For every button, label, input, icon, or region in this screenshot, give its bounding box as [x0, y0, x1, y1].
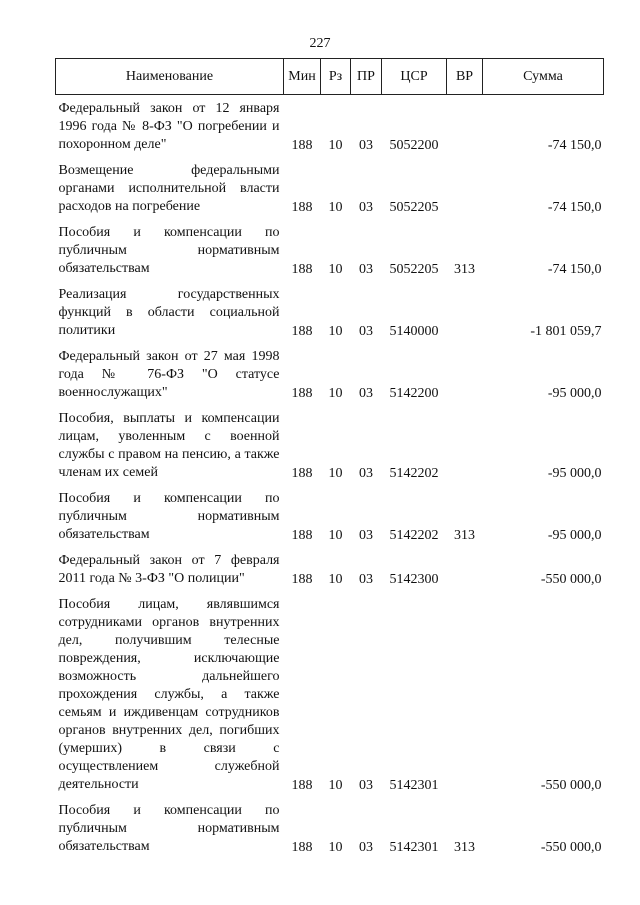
row-rz: 10 — [328, 386, 343, 401]
row-pr: 03 — [359, 138, 373, 153]
row-sum: -95 000,0 — [547, 386, 602, 401]
row-sum: -550 000,0 — [540, 572, 602, 587]
row-pr: 03 — [359, 528, 373, 543]
row-csr: 5142300 — [389, 572, 439, 587]
row-vr — [447, 405, 483, 485]
table-row — [56, 591, 604, 797]
row-name: Федеральный закон от 7 февраля 2011 года № 3-ФЗ "О полиции" — [58, 553, 280, 586]
row-csr: 5052205 — [389, 200, 439, 215]
header-sum: Сумма — [483, 59, 604, 95]
header-csr: ЦСР — [382, 59, 447, 95]
table-row — [56, 95, 604, 158]
row-vr — [447, 157, 483, 219]
row-rz: 10 — [328, 572, 343, 587]
row-name: Возмещение федеральными органами исполнительной власти расходов на погребение — [58, 163, 280, 214]
row-name: Пособия и компенсации по публичным нормативным обязательствам — [58, 803, 280, 854]
row-min: 188 — [291, 324, 313, 339]
row-rz: 10 — [328, 528, 343, 543]
header-vr: ВР — [447, 59, 483, 95]
row-name: Пособия, выплаты и компенсации лицам, уволенным с военной службы с правом на пенсию, а также членам их семей — [58, 411, 280, 480]
row-min: 188 — [291, 572, 313, 587]
row-rz: 10 — [328, 200, 343, 215]
row-csr: 5142202 — [389, 528, 439, 543]
row-name: Пособия и компенсации по публичным нормативным обязательствам — [58, 225, 280, 276]
row-sum: -1 801 059,7 — [530, 324, 602, 339]
row-rz: 10 — [328, 778, 343, 793]
row-csr: 5140000 — [389, 324, 439, 339]
table-row — [56, 547, 604, 591]
row-name: Федеральный закон от 27 мая 1998 года № 76-ФЗ "О статусе военнослужащих" — [58, 349, 280, 400]
row-sum: -74 150,0 — [547, 138, 602, 153]
row-sum: -74 150,0 — [547, 200, 602, 215]
table-row — [56, 157, 604, 219]
header-min: Мин — [284, 59, 321, 95]
row-csr: 5142200 — [389, 386, 439, 401]
row-vr: 313 — [454, 262, 475, 277]
row-rz: 10 — [328, 262, 343, 277]
budget-table — [55, 58, 604, 859]
row-sum: -550 000,0 — [540, 840, 602, 855]
row-pr: 03 — [359, 262, 373, 277]
row-rz: 10 — [328, 138, 343, 153]
table-row — [56, 797, 604, 859]
row-pr: 03 — [359, 386, 373, 401]
table-row — [56, 405, 604, 485]
row-min: 188 — [291, 262, 313, 277]
row-pr: 03 — [359, 324, 373, 339]
row-min: 188 — [291, 840, 313, 855]
header-rz: Рз — [321, 59, 351, 95]
row-min: 188 — [291, 528, 313, 543]
row-name: Реализация государственных функций в области социальной политики — [58, 287, 280, 338]
row-pr: 03 — [359, 778, 373, 793]
row-csr: 5142202 — [389, 466, 439, 481]
row-name: Пособия и компенсации по публичным нормативным обязательствам — [58, 491, 280, 542]
row-min: 188 — [291, 386, 313, 401]
row-vr: 313 — [454, 840, 475, 855]
table-header — [56, 59, 604, 95]
row-vr — [447, 281, 483, 343]
row-rz: 10 — [328, 840, 343, 855]
row-min: 188 — [291, 778, 313, 793]
row-vr — [447, 591, 483, 797]
row-min: 188 — [291, 466, 313, 481]
row-csr: 5142301 — [389, 840, 439, 855]
row-vr — [447, 95, 483, 158]
table-row — [56, 343, 604, 405]
table-row — [56, 281, 604, 343]
row-min: 188 — [291, 200, 313, 215]
row-csr: 5052205 — [389, 262, 439, 277]
row-csr: 5052200 — [389, 138, 439, 153]
row-pr: 03 — [359, 572, 373, 587]
row-csr: 5142301 — [389, 778, 439, 793]
row-rz: 10 — [328, 324, 343, 339]
row-rz: 10 — [328, 466, 343, 481]
table-row — [56, 485, 604, 547]
row-sum: -550 000,0 — [540, 778, 602, 793]
row-vr — [447, 547, 483, 591]
table-row — [56, 219, 604, 281]
row-pr: 03 — [359, 200, 373, 215]
row-min: 188 — [291, 138, 313, 153]
row-vr — [447, 343, 483, 405]
table-body — [56, 95, 604, 860]
header-pr: ПР — [351, 59, 382, 95]
header-name: Наименование — [56, 59, 284, 95]
row-sum: -74 150,0 — [547, 262, 602, 277]
row-name: Пособия лицам, являвшимся сотрудниками органов внутренних дел, получившим телесные повреждения, исключающие возможность дальнейшего прохождения службы, а также семьям и иждивенцам сотрудников органов внутренних дел, погибших (умерших) в связи с осуществлением служебной деятельности — [58, 597, 280, 792]
row-pr: 03 — [359, 466, 373, 481]
row-vr: 313 — [454, 528, 475, 543]
row-sum: -95 000,0 — [547, 528, 602, 543]
row-sum: -95 000,0 — [547, 466, 602, 481]
row-name: Федеральный закон от 12 января 1996 года № 8-ФЗ "О погребении и похоронном деле" — [58, 101, 280, 152]
row-pr: 03 — [359, 840, 373, 855]
page-number: 227 — [309, 36, 331, 51]
